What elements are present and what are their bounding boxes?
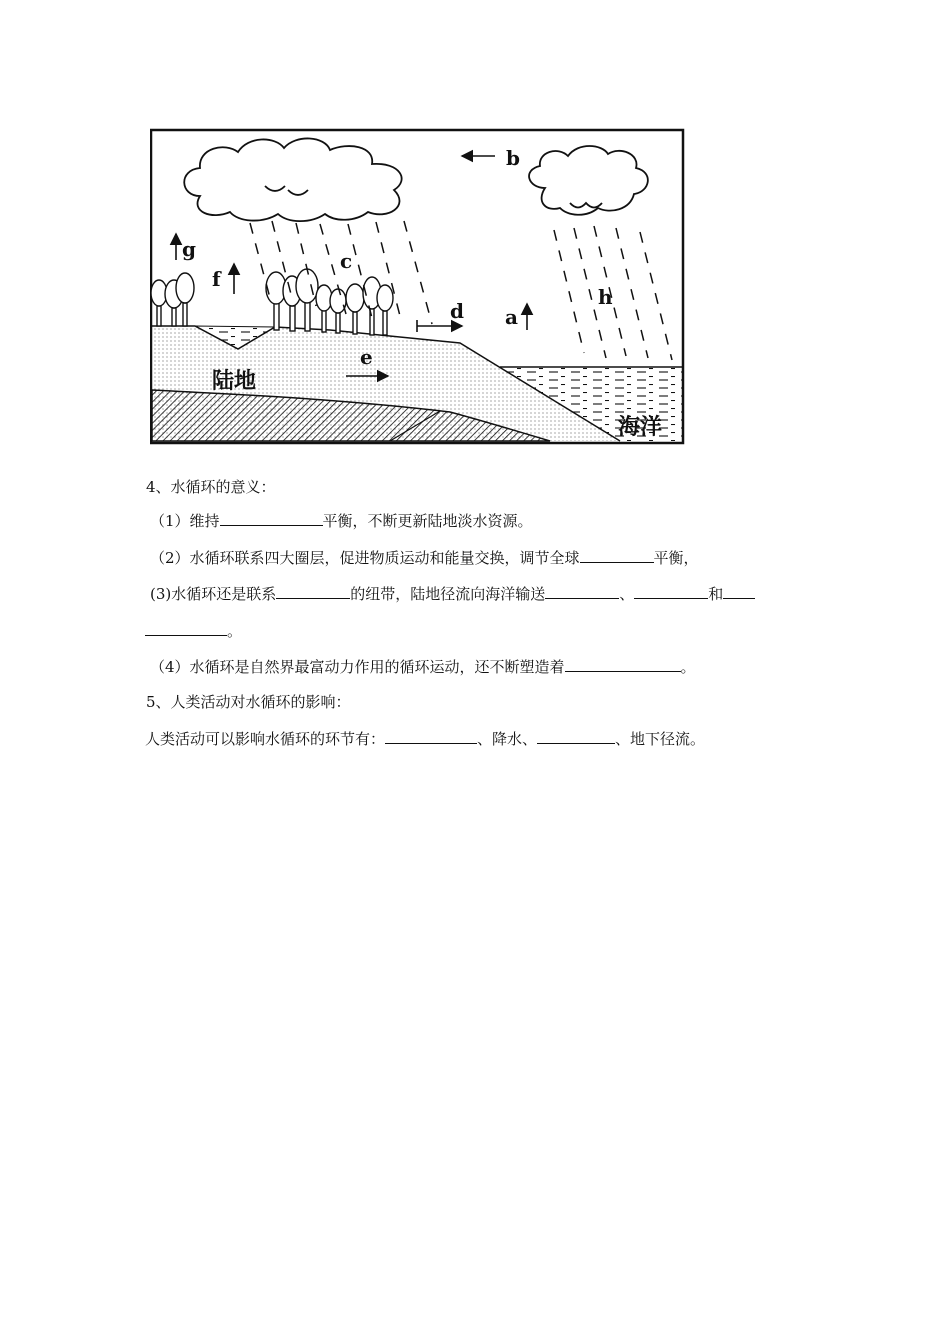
item2-text-b: 平衡， xyxy=(653,549,699,567)
section5-text-a: 人类活动可以影响水循环的环节有： xyxy=(145,730,386,748)
item3 xyxy=(150,584,755,604)
land-label: 陆地 xyxy=(212,369,257,394)
item3-text-d: 和 xyxy=(708,585,724,603)
section4-heading: 4、水循环的意义： xyxy=(146,478,276,496)
item1 xyxy=(150,511,533,531)
item3-text-e: 。 xyxy=(227,622,243,640)
blank-9[interactable] xyxy=(537,729,615,744)
item2-text-a: （2）水循环联系四大圈层，促进物质运动和能量交换，调节全球 xyxy=(150,549,580,567)
blank-4[interactable] xyxy=(545,584,619,599)
item4 xyxy=(150,657,696,677)
item1-text-b: 平衡，不断更新陆地淡水资源。 xyxy=(322,512,533,530)
blank-6a[interactable] xyxy=(723,584,755,599)
section5-heading: 5、人类活动对水循环的影响： xyxy=(146,693,351,711)
label-f: f xyxy=(212,267,221,291)
section5-text-c: 、地下径流。 xyxy=(615,730,706,748)
item4-text-b: 。 xyxy=(680,658,696,676)
item3-text-a: (3)水循环还是联系 xyxy=(150,585,277,603)
blank-5[interactable] xyxy=(634,584,708,599)
blank-7[interactable] xyxy=(565,657,681,672)
label-a: a xyxy=(505,305,518,329)
item2 xyxy=(150,548,699,568)
section5-text-b: 、降水、 xyxy=(477,730,538,748)
blank-2[interactable] xyxy=(580,548,654,563)
label-b: b xyxy=(506,146,520,170)
label-e: e xyxy=(360,345,373,369)
blank-3[interactable] xyxy=(276,584,350,599)
item4-text-a: （4）水循环是自然界最富动力作用的循环运动，还不断塑造着 xyxy=(150,658,565,676)
item3-cont xyxy=(145,621,242,641)
label-c: c xyxy=(340,249,353,273)
label-d: d xyxy=(450,299,464,323)
section5-line xyxy=(145,729,705,749)
label-g: g xyxy=(182,237,196,261)
ocean-label: 海洋 xyxy=(618,415,663,440)
label-h: h xyxy=(598,285,613,309)
blank-1[interactable] xyxy=(220,511,323,526)
water-cycle-diagram xyxy=(150,128,685,446)
blank-6b[interactable] xyxy=(145,621,227,636)
item3-text-b: 的纽带，陆地径流向海洋输送 xyxy=(350,585,546,603)
item1-text-a: （1）维持 xyxy=(150,512,220,530)
blank-8[interactable] xyxy=(385,729,477,744)
item3-text-c: 、 xyxy=(619,585,635,603)
